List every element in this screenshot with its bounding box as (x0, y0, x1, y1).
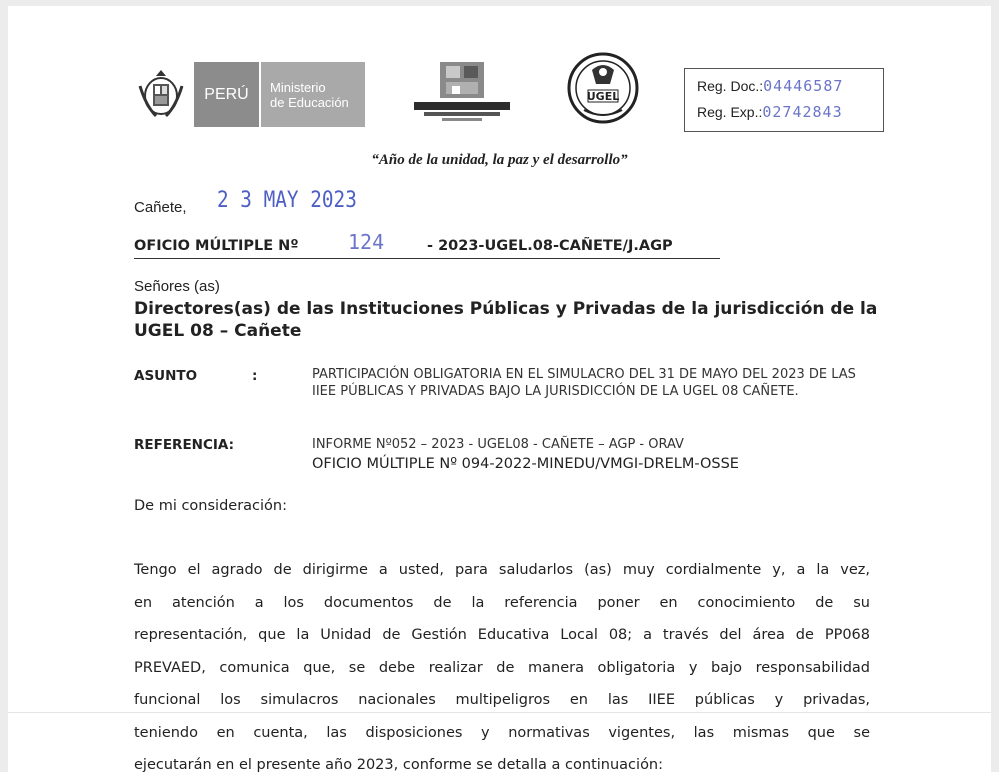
body-line: Tengo el agrado de dirigirme a usted, para saludarlos (as) muy cordialmente y, a la vez, (134, 562, 870, 578)
dre-lima-logo (412, 60, 512, 126)
ministerio-logo (261, 62, 365, 127)
salutation: Señores (as) (134, 278, 220, 295)
referencia-line1: INFORME Nº052 – 2023 - UGEL08 - CAÑETE – AGP - ORAV (312, 437, 684, 452)
ministerio-line1: Ministerio (270, 79, 326, 95)
body-line: PREVAED, comunica que, se debe realizar de manera obligatoria y bajo responsabilidad (134, 659, 870, 676)
national-crest-icon (136, 66, 186, 124)
referencia-label: REFERENCIA: (134, 437, 235, 453)
peru-logo (194, 62, 259, 127)
reg-exp-label: Reg. Exp.: (697, 104, 763, 120)
asunto-colon: : (252, 368, 258, 384)
reg-doc-row (697, 77, 883, 103)
reg-exp-value: 02742843 (762, 103, 843, 121)
body-line: teniendo en cuenta, las disposiciones y normativas vigentes, las mismas que se (134, 724, 870, 741)
ministerio-line2: de Educación (270, 94, 349, 110)
asunto-label: ASUNTO (134, 368, 198, 384)
registration-box (684, 68, 884, 132)
ugel-logo (566, 50, 640, 130)
body-line: ejecutarán en el presente año 2023, conforme se detalla a continuación: (134, 757, 664, 772)
ugel-text: UGEL (586, 90, 620, 103)
reg-doc-label: Reg. Doc.: (697, 78, 764, 94)
document-page (8, 6, 991, 772)
oficio-prefix: OFICIO MÚLTIPLE Nº (134, 238, 299, 254)
asunto-text: PARTICIPACIÓN OBLIGATORIA EN EL SIMULACRO DEL 31 DE MAYO DEL 2023 DE LAS IIEE PÚBLICAS Y PRIVADAS BAJO LA JURISDICCIÓN DE LA UGEL 08 CAÑETE. (312, 367, 856, 399)
city-label: Cañete, (134, 199, 187, 216)
reg-doc-value: 04446587 (763, 77, 844, 95)
year-motto: “Año de la unidad, la paz y el desarrollo” (371, 152, 628, 168)
addressee-name: Directores(as) de las Instituciones Públicas y Privadas de la jurisdicción de la UGEL 08 – Cañete (134, 299, 878, 341)
oficio-suffix: - 2023-UGEL.08-CAÑETE/J.AGP (427, 238, 673, 254)
date-stamp: 2 3 MAY 2023 (217, 188, 357, 213)
oficio-underline (134, 258, 720, 259)
page-fold-line (8, 712, 991, 713)
body-line: funcional los simulacros nacionales multipeligros en las IIEE públicas y privadas, (134, 692, 870, 708)
body-line: representación, que la Unidad de Gestión Educativa Local 08; a través del área de PP068 (134, 627, 870, 643)
oficio-number: 124 (348, 230, 385, 254)
body-paragraph (134, 554, 870, 772)
body-line: en atención a los documentos de la referencia poner en conocimiento de su (134, 594, 870, 611)
peru-label: PERÚ (204, 85, 249, 103)
referencia-line2: OFICIO MÚLTIPLE Nº 094-2022-MINEDU/VMGI-DRELM-OSSE (312, 456, 739, 472)
greeting: De mi consideración: (134, 498, 287, 514)
reg-exp-row (697, 103, 883, 129)
